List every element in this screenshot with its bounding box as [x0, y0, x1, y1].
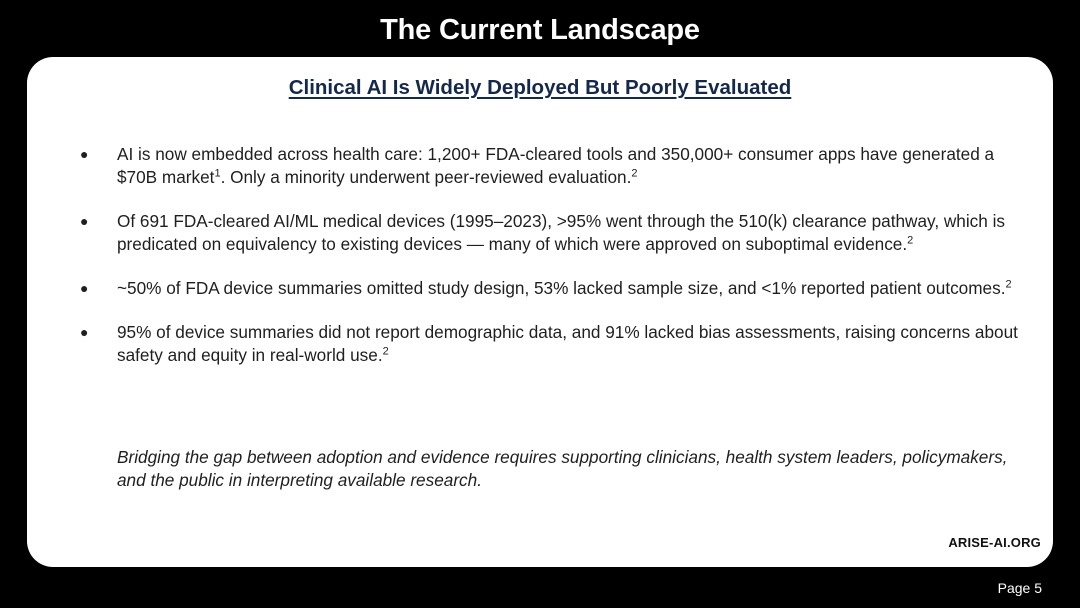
bullet-dot-icon: ● — [80, 146, 89, 162]
bullet-dot-icon: ● — [80, 213, 89, 229]
footnote-ref: 2 — [907, 234, 914, 247]
card-heading: Clinical AI Is Widely Deployed But Poorly Evaluated — [288, 76, 792, 99]
slide-title: The Current Landscape — [380, 14, 700, 46]
bullet-text: AI is now embedded across health care: 1,200+ FDA-cleared tools and 350,000+ consumer apps have generated a $70B market — [117, 144, 995, 187]
bullet-dot-icon: ● — [80, 280, 89, 296]
content-card — [27, 57, 1053, 567]
bullet-item-4 — [27, 321, 1053, 367]
bullet-text: . Only a minority underwent peer-reviewed evaluation. — [220, 167, 632, 187]
closing-statement: Bridging the gap between adoption and evidence requires supporting clinicians, health system leaders, policymakers, and the public in interpreting available research. — [117, 447, 1008, 490]
bullet-text: ~50% of FDA device summaries omitted study design, 53% lacked sample size, and <1% reported patient outcomes. — [117, 278, 1006, 298]
footnote-ref: 2 — [631, 167, 638, 180]
footnote-ref: 2 — [1005, 278, 1012, 291]
bullet-text: 95% of device summaries did not report demographic data, and 91% lacked bias assessments, raising concerns about safety and equity in real-world use. — [117, 322, 1018, 365]
bullet-dot-icon: ● — [80, 324, 89, 340]
bullet-item-3 — [27, 277, 1053, 300]
footnote-ref: 1 — [214, 167, 221, 180]
bullet-list — [27, 143, 1053, 388]
site-url-label: ARISE-AI.ORG — [948, 535, 1041, 550]
footnote-ref: 2 — [382, 345, 389, 358]
bullet-item-2 — [27, 210, 1053, 256]
bullet-text: Of 691 FDA-cleared AI/ML medical devices (1995–2023), >95% went through the 510(k) clearance pathway, which is predicated on equivalency to existing devices — many of which were approved on suboptimal evidence. — [117, 211, 1006, 254]
bullet-item-1 — [27, 143, 1053, 189]
page-number: Page 5 — [997, 580, 1042, 596]
